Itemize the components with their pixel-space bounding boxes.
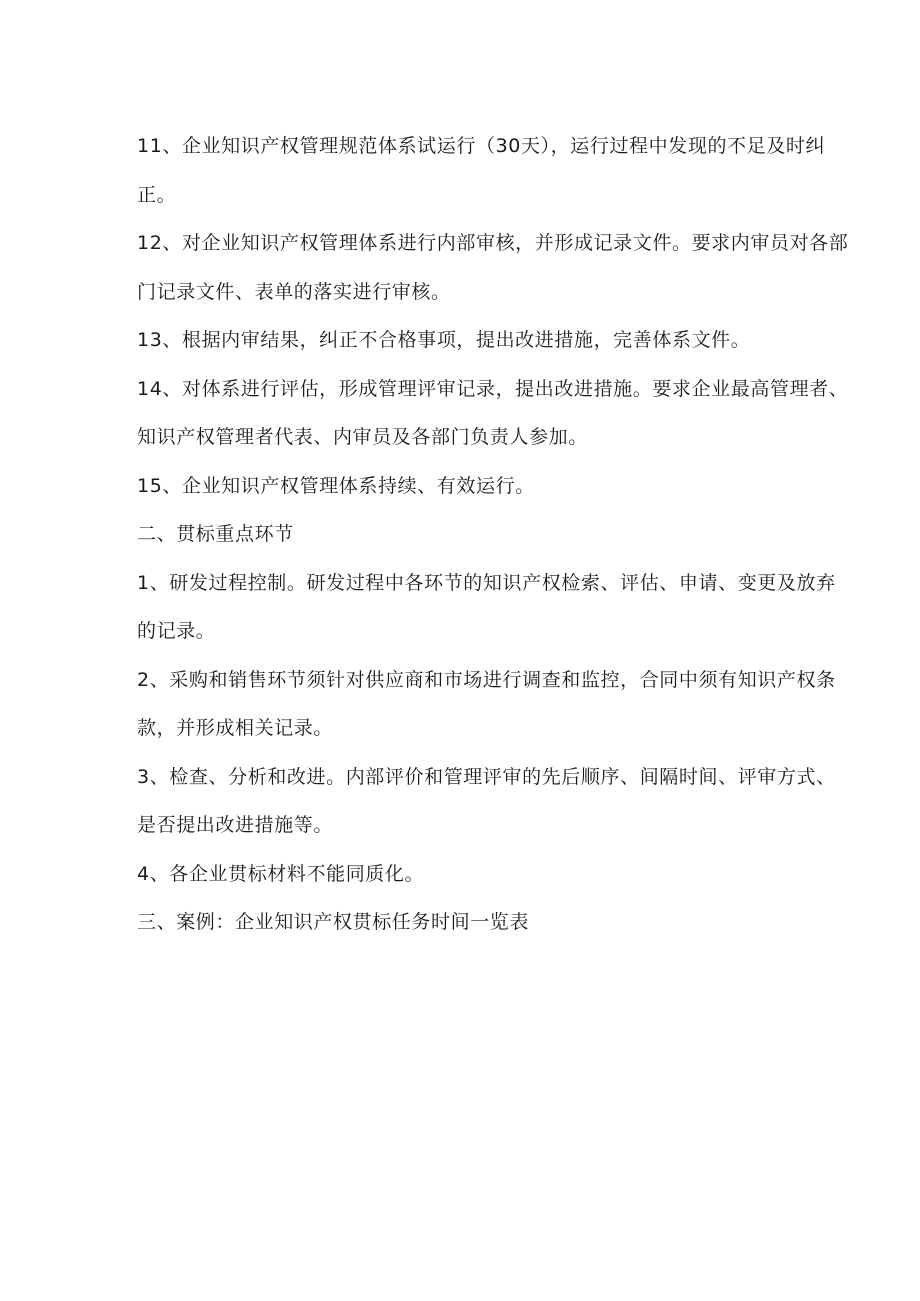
section-heading-3: 三、案例：企业知识产权贯标任务时间一览表 [137,911,530,933]
paragraph-key-point-3: 3、检查、分析和改进。内部评价和管理评审的先后顺序、间隔时间、评审方式、是否提出改进措施等。 [137,765,836,836]
paragraph-key-point-2: 2、采购和销售环节须针对供应商和市场进行调查和监控，合同中须有知识产权条款，并形成相关记录。 [137,668,836,739]
paragraph-key-point-1: 1、研发过程控制。研发过程中各环节的知识产权检索、评估、申请、变更及放弃的记录。 [137,571,836,642]
paragraph-step-14: 14、对体系进行评估，形成管理评审记录，提出改进措施。要求企业最高管理者、知识产权管理者代表、内审员及各部门负责人参加。 [137,377,849,448]
paragraph-step-13: 13、根据内审结果，纠正不合格事项，提出改进措施，完善体系文件。 [137,329,751,351]
section-heading-2: 二、贯标重点环节 [137,523,294,545]
paragraph-step-15: 15、企业知识产权管理体系持续、有效运行。 [137,474,535,497]
paragraph-step-11: 11、企业知识产权管理规范体系试运行（30天），运行过程中发现的不足及时纠正。 [137,135,826,206]
document-body [137,122,849,947]
paragraph-key-point-4: 4、各企业贯标材料不能同质化。 [137,862,425,885]
paragraph-step-12: 12、对企业知识产权管理体系进行内部审核，并形成记录文件。要求内审员对各部门记录文件、表单的落实进行审核。 [137,232,849,303]
